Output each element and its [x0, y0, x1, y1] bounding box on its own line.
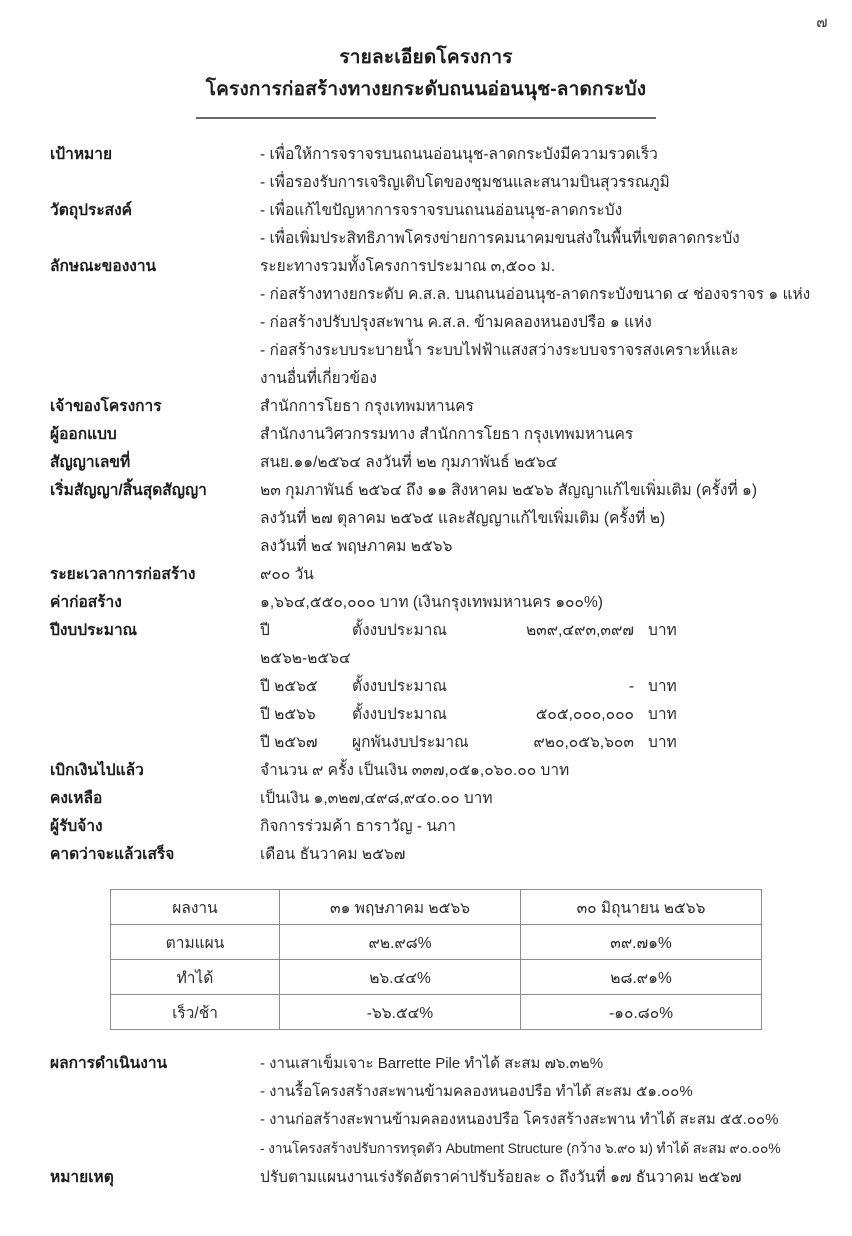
value-expected-completion: เดือน ธันวาคม ๒๕๖๗	[260, 846, 406, 863]
value-objective-2: - เพื่อเพิ่มประสิทธิภาพโครงข่ายการคมนาคมขนส่งในพื้นที่เขตลาดกระบัง	[260, 230, 740, 247]
field-row-contractor	[50, 813, 822, 841]
value-objective-1: - เพื่อแก้ไขปัญหาการจราจรบนถนนอ่อนนุช-ลาดกระบัง	[260, 202, 623, 219]
table-cell-value: ๒๘.๙๑%	[521, 960, 762, 995]
budget-row	[260, 701, 822, 729]
value-designer: สำนักงานวิศวกรรมทาง สำนักการโยธา กรุงเทพมหานคร	[260, 426, 634, 443]
budget-amount: ๙๒๐,๐๕๖,๖๐๓	[533, 734, 634, 751]
field-row-note	[50, 1164, 828, 1192]
label-remaining: คงเหลือ	[50, 790, 103, 807]
value-contract-period-1: ๒๓ กุมภาพันธ์ ๒๕๖๔ ถึง ๑๑ สิงหาคม ๒๕๖๖ สัญญาแก้ไขเพิ่มเติม (ครั้งที่ ๑)	[260, 482, 757, 499]
label-note: หมายเหตุ	[50, 1169, 114, 1186]
field-row-budget	[50, 617, 822, 757]
budget-amount: ๕๐๕,๐๐๐,๐๐๐	[535, 706, 634, 723]
budget-unit: บาท	[648, 734, 677, 751]
value-work-1: ระยะทางรวมทั้งโครงการประมาณ ๓,๕๐๐ ม.	[260, 258, 556, 275]
result-item: - งานรื้อโครงสร้างสะพานข้ามคลองหนองปรือ ทำได้ สะสม ๕๑.๐๐%	[260, 1083, 693, 1100]
budget-unit: บาท	[648, 622, 677, 639]
field-row-duration	[50, 561, 822, 589]
value-results-group	[260, 1050, 828, 1162]
field-row-expected-completion	[50, 841, 822, 869]
budget-unit: บาท	[648, 678, 677, 695]
label-owner: เจ้าของโครงการ	[50, 398, 162, 415]
field-row-disbursed	[50, 757, 822, 785]
table-header-cell-period-2: ๓๐ มิถุนายน ๒๕๖๖	[521, 890, 762, 925]
label-designer: ผู้ออกแบบ	[50, 426, 117, 443]
label-contract-no: สัญญาเลขที่	[50, 454, 131, 471]
field-row-work-cont-4	[50, 365, 822, 393]
table-row	[111, 995, 762, 1030]
field-row-goal	[50, 141, 822, 169]
budget-year: ปี ๒๕๖๗	[260, 734, 318, 751]
value-contract-no: สนย.๑๑/๒๕๖๔ ลงวันที่ ๒๒ กุมภาพันธ์ ๒๕๖๔	[260, 454, 558, 471]
value-owner: สำนักการโยธา กรุงเทพมหานคร	[260, 398, 474, 415]
field-row-contract-period-cont-2	[50, 533, 822, 561]
value-goal-2: - เพื่อรองรับการเจริญเติบโตของชุมชนและสนามบินสุวรรณภูมิ	[260, 174, 670, 191]
result-item: - งานโครงสร้างปรับการทรุดตัว Abutment Structure (กว้าง ๖.๙๐ ม) ทำได้ สะสม ๙๐.๐๐%	[260, 1140, 781, 1156]
field-row-contract-period-cont-1	[50, 505, 822, 533]
label-objective: วัตถุประสงค์	[50, 202, 133, 219]
value-remaining: เป็นเงิน ๑,๓๒๗,๔๙๘,๙๔๐.๐๐ บาท	[260, 790, 493, 807]
budget-amount: -	[628, 678, 634, 695]
field-row-owner	[50, 393, 822, 421]
table-header-cell-metric: ผลงาน	[111, 890, 280, 925]
document-title-secondary: โครงการก่อสร้างทางยกระดับถนนอ่อนนุช-ลาดกระบัง	[205, 78, 647, 100]
title-divider	[196, 117, 656, 119]
label-results: ผลการดำเนินงาน	[50, 1055, 168, 1072]
label-cost: ค่าก่อสร้าง	[50, 594, 122, 611]
budget-kind: ผูกพันงบประมาณ	[352, 734, 469, 751]
document-title-primary: รายละเอียดโครงการ	[339, 47, 513, 68]
budget-year: ปี ๒๕๖๒-๒๕๖๔	[260, 622, 351, 667]
budget-row	[260, 617, 822, 673]
value-contract-period-3: ลงวันที่ ๒๔ พฤษภาคม ๒๕๖๖	[260, 538, 453, 555]
result-item: - งานก่อสร้างสะพานข้ามคลองหนองปรือ โครงสร้างสะพาน ทำได้ สะสม ๕๕.๐๐%	[260, 1111, 779, 1128]
budget-kind: ตั้งงบประมาณ	[352, 678, 447, 695]
budget-kind: ตั้งงบประมาณ	[352, 706, 447, 723]
budget-row	[260, 729, 822, 757]
field-row-objective	[50, 197, 822, 225]
results-section	[0, 1050, 852, 1192]
value-work-3: - ก่อสร้างปรับปรุงสะพาน ค.ส.ล. ข้ามคลองหนองปรือ ๑ แห่ง	[260, 314, 652, 331]
budget-year: ปี ๒๕๖๖	[260, 706, 316, 723]
table-row	[111, 925, 762, 960]
value-work-4: - ก่อสร้างระบบระบายน้ำ ระบบไฟฟ้าแสงสว่างระบบจราจรสงเคราะห์และ	[260, 342, 739, 359]
table-cell-metric-label: เร็ว/ช้า	[111, 995, 280, 1030]
field-row-work-cont-3	[50, 337, 822, 365]
value-budget-group	[260, 617, 822, 757]
result-item: - งานเสาเข็มเจาะ Barrette Pile ทำได้ สะสม ๗๖.๓๒%	[260, 1055, 604, 1072]
budget-kind: ตั้งงบประมาณ	[352, 622, 447, 639]
table-cell-value: -๑๐.๘๐%	[521, 995, 762, 1030]
table-cell-value: ๒๖.๔๔%	[280, 960, 521, 995]
table-header-row	[111, 890, 762, 925]
progress-table-wrapper	[0, 889, 852, 1030]
value-work-5: งานอื่นที่เกี่ยวข้อง	[260, 370, 377, 387]
budget-amount: ๒๓๙,๔๙๓,๓๙๗	[525, 622, 634, 639]
budget-row	[260, 673, 822, 701]
field-row-work-cont-1	[50, 281, 822, 309]
field-row-objective-cont	[50, 225, 822, 253]
table-row	[111, 960, 762, 995]
table-cell-value: ๓๙.๗๑%	[521, 925, 762, 960]
field-row-results	[50, 1050, 828, 1162]
value-contract-period-2: ลงวันที่ ๒๗ ตุลาคม ๒๕๖๕ และสัญญาแก้ไขเพิ่มเติม (ครั้งที่ ๒)	[260, 510, 666, 527]
table-header-cell-period-1: ๓๑ พฤษภาคม ๒๕๖๖	[280, 890, 521, 925]
value-disbursed: จำนวน ๙ ครั้ง เป็นเงิน ๓๓๗,๐๕๑,๐๖๐.๐๐ บาท	[260, 762, 570, 779]
label-work: ลักษณะของงาน	[50, 258, 157, 275]
label-contract-period: เริ่มสัญญา/สิ้นสุดสัญญา	[50, 482, 207, 499]
field-row-cost	[50, 589, 822, 617]
value-work-2: - ก่อสร้างทางยกระดับ ค.ส.ล. บนถนนอ่อนนุช-ลาดกระบังขนาด ๔ ช่องจราจร ๑ แห่ง	[260, 286, 811, 303]
value-duration: ๙๐๐ วัน	[260, 566, 314, 583]
value-goal-1: - เพื่อให้การจราจรบนถนนอ่อนนุช-ลาดกระบังมีความรวดเร็ว	[260, 146, 658, 163]
label-contractor: ผู้รับจ้าง	[50, 818, 103, 835]
document-title-block	[0, 0, 852, 119]
value-cost: ๑,๖๖๔,๕๕๐,๐๐๐ บาท (เงินกรุงเทพมหานคร ๑๐๐%)	[260, 594, 603, 611]
field-row-contract-no	[50, 449, 822, 477]
table-cell-value: -๖๖.๕๔%	[280, 995, 521, 1030]
value-contractor: กิจการร่วมค้า ธาราวัญ - นภา	[260, 818, 456, 835]
label-disbursed: เบิกเงินไปแล้ว	[50, 762, 144, 779]
field-row-contract-period	[50, 477, 822, 505]
field-row-designer	[50, 421, 822, 449]
label-goal: เป้าหมาย	[50, 146, 113, 163]
field-row-work-cont-2	[50, 309, 822, 337]
page-number: ๗	[816, 14, 828, 31]
value-note: ปรับตามแผนงานเร่งรัดอัตราค่าปรับร้อยละ ๐ ถึงวันที่ ๑๗ ธันวาคม ๒๕๖๗	[260, 1169, 742, 1186]
budget-year: ปี ๒๕๖๕	[260, 678, 318, 695]
label-duration: ระยะเวลาการก่อสร้าง	[50, 566, 196, 583]
table-cell-metric-label: ทำได้	[111, 960, 280, 995]
document-body	[0, 141, 852, 869]
label-budget: ปีงบประมาณ	[50, 622, 138, 639]
table-cell-metric-label: ตามแผน	[111, 925, 280, 960]
budget-unit: บาท	[648, 706, 677, 723]
field-row-work	[50, 253, 822, 281]
progress-table	[110, 889, 762, 1030]
field-row-remaining	[50, 785, 822, 813]
label-expected-completion: คาดว่าจะแล้วเสร็จ	[50, 846, 175, 863]
field-row-goal-cont	[50, 169, 822, 197]
table-cell-value: ๙๒.๙๘%	[280, 925, 521, 960]
